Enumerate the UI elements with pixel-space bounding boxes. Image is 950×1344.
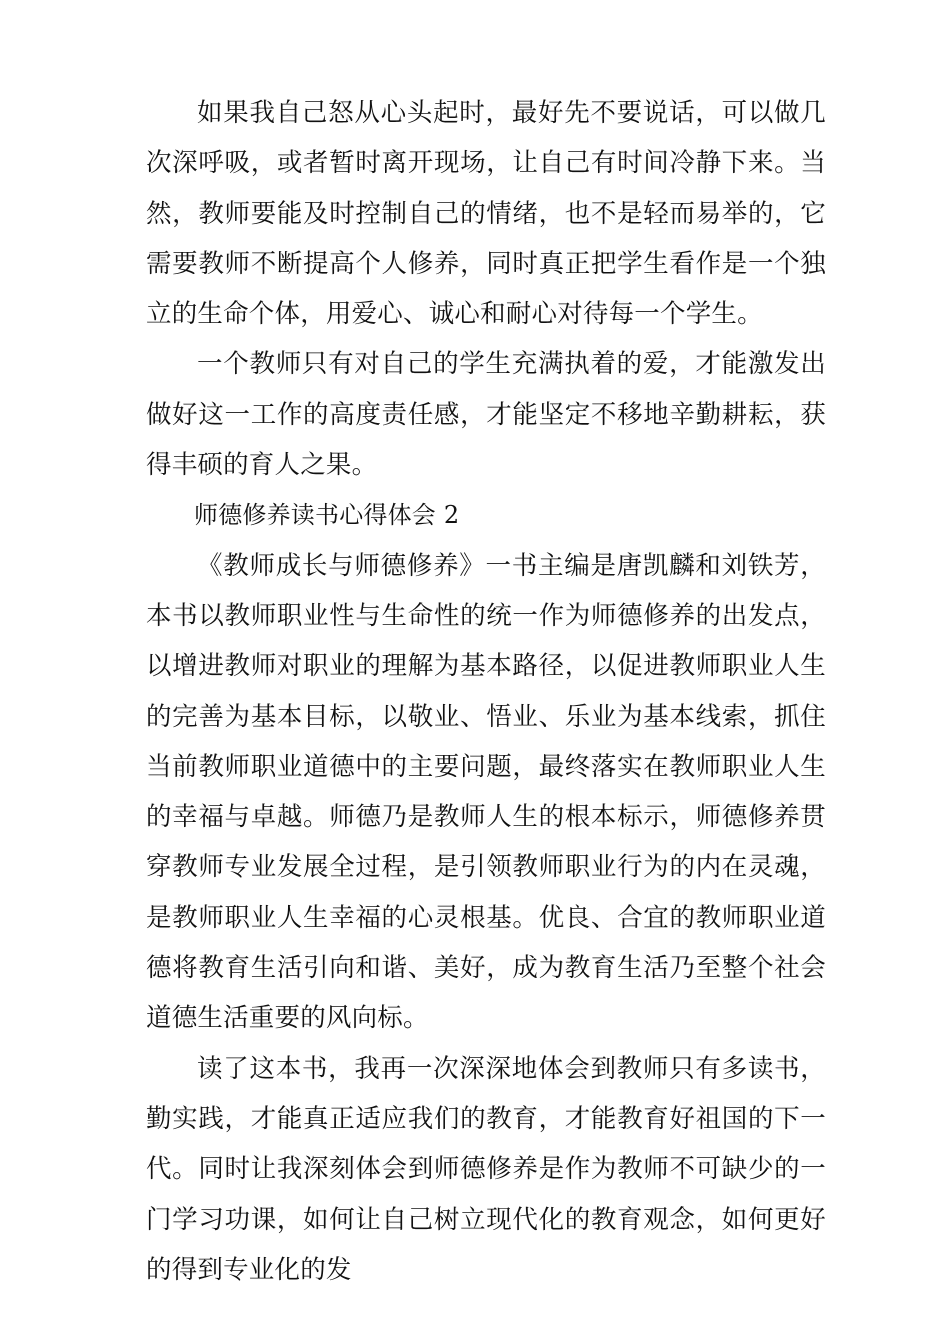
paragraph-book-intro: 《教师成长与师德修养》一书主编是唐凯麟和刘铁芳，本书以教师职业性与生命性的统一作为师德修养的出发点，以增进教师对职业的理解为基本路径，以促进教师职业人生的完善为基本目标，以敬业、悟业、乐业为基本线索，抓住当前教师职业道德中的主要问题，最终落实在教师职业人生的幸福与卓越。师德乃是教师人生的根本标示，师德修养贯穿教师专业发展全过程，是引领教师职业行为的内在灵魂，是教师职业人生幸福的心灵根基。优良、合宜的教师职业道德将教育生活引向和谐、美好，成为教育生活乃至整个社会道德生活重要的风向标。: [146, 550, 826, 1034]
paragraph-teacher-love: 一个教师只有对自己的学生充满执着的爱，才能激发出做好这一工作的高度责任感，才能坚定不移地辛勤耕耘，获得丰硕的育人之果。: [146, 349, 826, 481]
paragraph-reflection: 读了这本书，我再一次深深地体会到教师只有多读书，勤实践，才能真正适应我们的教育，才能教育好祖国的下一代。同时让我深刻体会到师德修养是作为教师不可缺少的一门学习功课，如何让自己树立现代化的教育观念，如何更好的得到专业化的发: [146, 1053, 826, 1285]
paragraph-self-control: 如果我自己怒从心头起时，最好先不要说话，可以做几次深呼吸，或者暂时离开现场，让自己有时间冷静下来。当然，教师要能及时控制自己的情绪，也不是轻而易举的，它需要教师不断提高个人修养，同时真正把学生看作是一个独立的生命个体，用爱心、诚心和耐心对待每一个学生。: [146, 98, 826, 330]
section-heading: 师德修养读书心得体会 2: [194, 501, 460, 530]
document-page: [146, 88, 826, 1295]
